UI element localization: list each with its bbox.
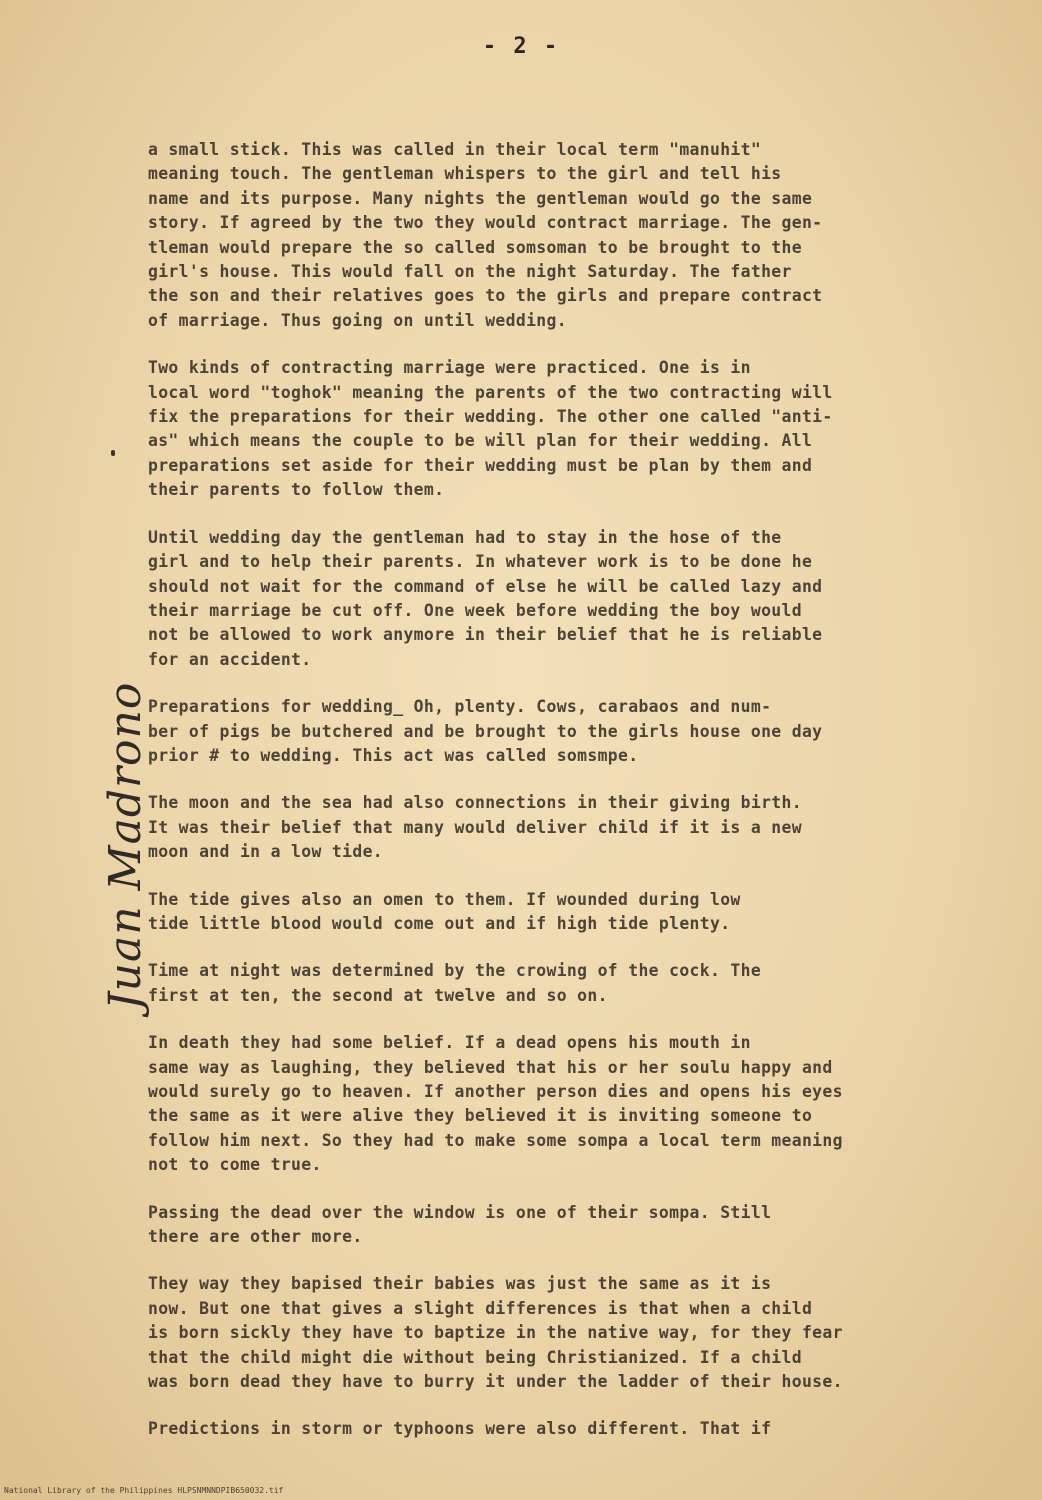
handwritten-signature: Juan Madrono	[100, 681, 151, 1010]
text-line: of marriage. Thus going on until wedding.	[148, 310, 567, 330]
text-line: Predictions in storm or typhoons were also different. That if	[148, 1419, 772, 1439]
text-line: first at ten, the second at twelve and so on.	[148, 985, 608, 1005]
text-line: the son and their relatives goes to the girls and prepare contract	[148, 286, 823, 306]
text-line: that the child might die without being Christianized. If a child	[148, 1347, 802, 1367]
paragraph	[148, 1272, 994, 1394]
text-line: It was their belief that many would deliver child if it is a new	[148, 817, 802, 837]
text-line: story. If agreed by the two they would contract marriage. The gen-	[148, 213, 823, 233]
text-line: prior # to wedding. This act was called somsmpe.	[148, 745, 639, 765]
text-line: Until wedding day the gentleman had to stay in the hose of the	[148, 527, 782, 547]
text-line: their parents to follow them.	[148, 480, 445, 500]
paragraph	[148, 138, 994, 333]
paragraph	[148, 1031, 994, 1177]
paragraph	[148, 791, 994, 864]
text-line: is born sickly they have to baptize in the native way, for they fear	[148, 1323, 843, 1343]
paragraph	[148, 888, 994, 937]
text-line: local word "toghok" meaning the parents of the two contracting will	[148, 382, 833, 402]
text-line: ber of pigs be butchered and be brought to the girls house one day	[148, 721, 823, 741]
text-line: their marriage be cut off. One week before wedding the boy would	[148, 600, 802, 620]
typewritten-body	[148, 138, 994, 1442]
text-line: In death they had some belief. If a dead opens his mouth in	[148, 1033, 751, 1053]
margin-mark	[111, 450, 115, 456]
text-line: girl's house. This would fall on the night Saturday. The father	[148, 262, 792, 282]
paragraph	[148, 526, 994, 672]
archive-footer: National Library of the Philippines HLPSNMNNDPIB650032.tif	[4, 1486, 284, 1495]
text-line: the same as it were alive they believed it is inviting someone to	[148, 1106, 813, 1126]
text-line: was born dead they have to burry it under the ladder of their house.	[148, 1372, 843, 1392]
text-line: there are other more.	[148, 1227, 363, 1247]
paragraph	[148, 695, 994, 768]
text-line: Two kinds of contracting marriage were practiced. One is in	[148, 358, 751, 378]
page-number: - 2 -	[482, 34, 560, 59]
text-line: Time at night was determined by the crowing of the cock. The	[148, 961, 762, 981]
text-line: The moon and the sea had also connections in their giving birth.	[148, 793, 802, 813]
text-line: name and its purpose. Many nights the gentleman would go the same	[148, 188, 813, 208]
text-line: fix the preparations for their wedding. The other one called "anti-	[148, 407, 833, 427]
paragraph	[148, 959, 994, 1008]
text-line: The tide gives also an omen to them. If wounded during low	[148, 889, 741, 909]
text-line: moon and in a low tide.	[148, 842, 384, 862]
text-line: They way they bapised their babies was just the same as it is	[148, 1274, 772, 1294]
text-line: should not wait for the command of else he will be called lazy and	[148, 576, 823, 596]
text-line: tide little blood would come out and if high tide plenty.	[148, 913, 731, 933]
paragraph	[148, 1417, 994, 1441]
text-line: as" which means the couple to be will plan for their wedding. All	[148, 431, 813, 451]
text-line: not to come true.	[148, 1155, 322, 1175]
text-line: now. But one that gives a slight differences is that when a child	[148, 1298, 813, 1318]
text-line: a small stick. This was called in their local term "manuhit"	[148, 140, 762, 159]
text-line: preparations set aside for their wedding must be plan by them and	[148, 455, 813, 475]
text-line: for an accident.	[148, 649, 312, 669]
text-line: same way as laughing, they believed that his or her soulu happy and	[148, 1057, 833, 1077]
text-line: Preparations for wedding_ Oh, plenty. Cows, carabaos and num-	[148, 697, 772, 717]
text-line: tleman would prepare the so called somsoman to be brought to the	[148, 237, 802, 257]
text-line: follow him next. So they had to make some sompa a local term meaning	[148, 1130, 843, 1150]
text-line: not be allowed to work anymore in their belief that he is reliable	[148, 625, 823, 645]
paragraph	[148, 356, 994, 502]
paragraph	[148, 1201, 994, 1250]
text-line: meaning touch. The gentleman whispers to the girl and tell his	[148, 164, 782, 184]
text-line: Passing the dead over the window is one of their sompa. Still	[148, 1202, 772, 1222]
text-line: girl and to help their parents. In whatever work is to be done he	[148, 552, 813, 572]
text-line: would surely go to heaven. If another person dies and opens his eyes	[148, 1082, 843, 1101]
